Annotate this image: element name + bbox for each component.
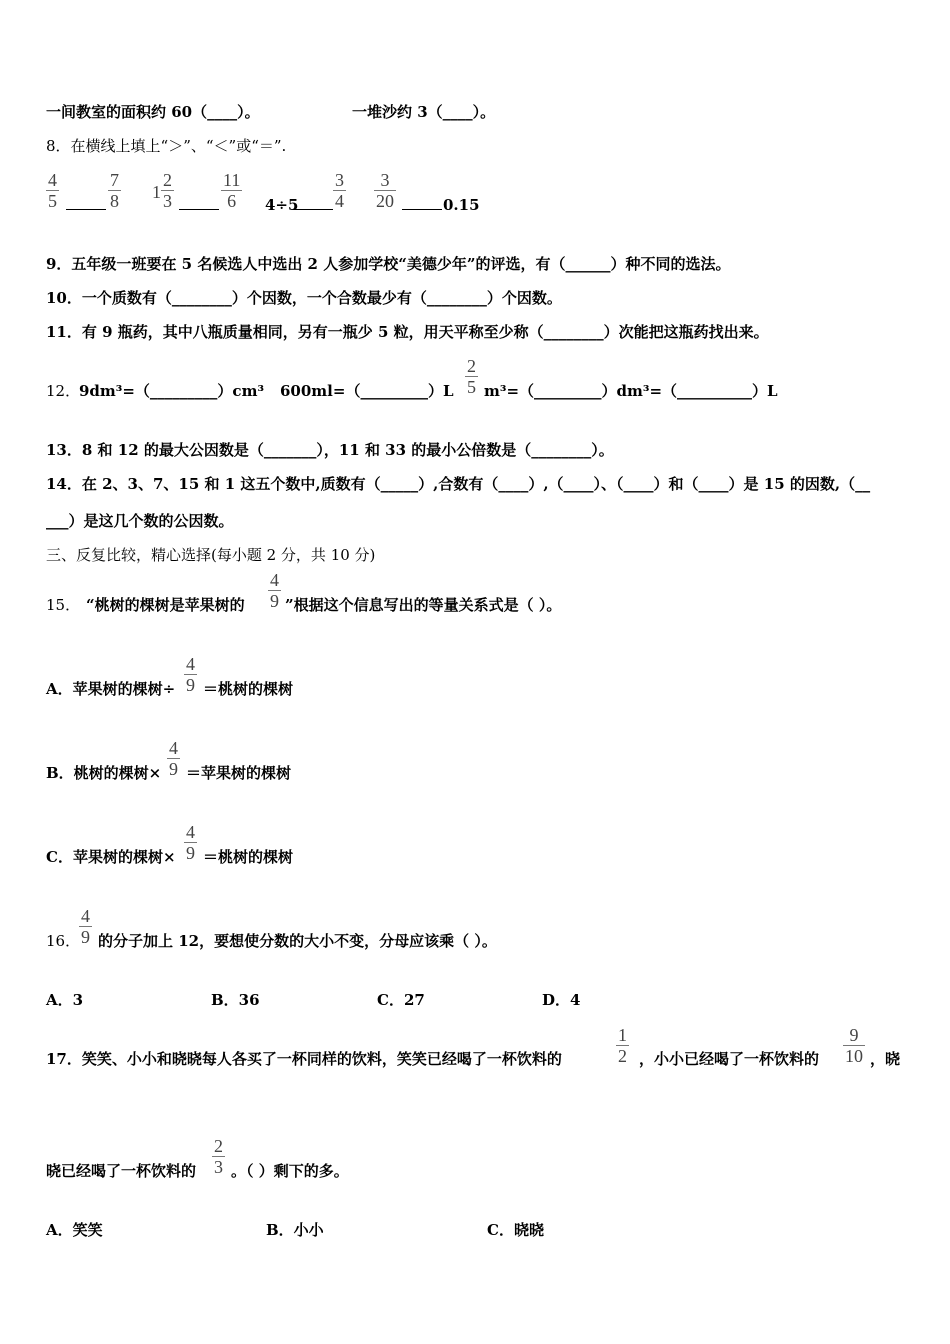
question-10: 10．一个质数有（________）个因数，一个合数最少有（________）个因数。 [46, 289, 562, 307]
fraction-2-3: $\frac{2}{3}$ [214, 1136, 223, 1177]
option-c-text: C．苹果树的棵树× [46, 848, 176, 866]
question-12-number: 12． [46, 382, 81, 400]
answer-blank[interactable] [179, 195, 219, 210]
fraction-4-9: $\frac{4}{9}$ [169, 738, 178, 779]
decimal-value: 0.15 [443, 196, 480, 214]
question-16-number: 16． [46, 932, 81, 950]
question-17-text-e: 。（ ）剩下的多。 [231, 1162, 349, 1180]
division-expression: 4÷5 [265, 196, 299, 214]
fraction-2-5: $\frac{2}{5}$ [467, 356, 476, 397]
option-c[interactable]: C．晓晓 [487, 1221, 544, 1239]
option-b-text: B．桃树的棵树× [46, 764, 162, 782]
fraction-4-9: $\frac{4}{9}$ [186, 822, 195, 863]
answer-blank[interactable] [402, 195, 442, 210]
question-12-ml-conversion: 600ml=（_________）L [280, 382, 454, 400]
question-17-text-b: ，小小已经喝了一杯饮料的 [639, 1050, 820, 1068]
fraction-4-9: $\frac{4}{9}$ [270, 570, 279, 611]
fraction-9-10: $\frac{9}{10}$ [845, 1025, 863, 1066]
question-16-text: 的分子加上 12，要想使分数的大小不变，分母应该乘（ ）。 [98, 932, 497, 950]
question-17-text-d: 晓已经喝了一杯饮料的 [46, 1162, 197, 1180]
fraction-1-2-3: $\frac{2}{3}$ [163, 170, 172, 211]
fraction-3-4: $\frac{3}{4}$ [335, 170, 344, 211]
section-3-heading: 三、反复比较，精心选择(每小题 2 分，共 10 分) [46, 546, 376, 564]
option-b[interactable]: B．36 [211, 991, 260, 1009]
question-14-line-1: 14．在 2、3、7、15 和 1 这五个数中,质数有（_____）,合数有（____）,（____）、（____）和（____）是 15 的因数,（__ [46, 475, 871, 493]
question-14-line-2: ___）是这几个数的公因数。 [46, 512, 234, 530]
question-17-text-c: ，晓 [870, 1050, 901, 1068]
question-12-cubic-conversion: m³=（_________）dm³=（__________）L [484, 382, 778, 400]
option-c[interactable]: C．27 [377, 991, 425, 1009]
question-9: 9．五年级一班要在 5 名候选人中选出 2 人参加学校“美德少年”的评选，有（______）种不同的选法。 [46, 255, 731, 273]
fraction-11-6: $\frac{11}{6}$ [223, 170, 241, 211]
option-a-text: A．苹果树的棵树÷ [46, 680, 176, 698]
option-a-text-end: ＝桃树的棵树 [203, 680, 294, 698]
question-12-volume-conversion: 9dm³=（_________）cm³ [79, 382, 265, 400]
fraction-3-20: $\frac{3}{20}$ [376, 170, 394, 211]
option-c[interactable] [46, 847, 176, 867]
question-15-text-b: ”根据这个信息写出的等量关系式是（ ）。 [285, 596, 562, 614]
answer-blank[interactable] [66, 195, 106, 210]
fraction-4-5: $\frac{4}{5}$ [48, 170, 57, 211]
question-15-number: 15． [46, 596, 81, 614]
question-8-title: 8．在横线上填上“＞”、“＜”或“＝”. [46, 137, 287, 155]
fill-blank-classroom-area: 一间教室的面积约 60（____）。 [46, 103, 260, 121]
fraction-1-2: $\frac{1}{2}$ [618, 1025, 627, 1066]
mixed-whole-part: 1 [152, 182, 161, 202]
option-d[interactable]: D．4 [542, 991, 581, 1009]
option-a[interactable]: A．3 [46, 991, 84, 1009]
question-17-text-a: 17．笑笑、小小和晓晓每人各买了一杯同样的饮料，笑笑已经喝了一杯饮料的 [46, 1050, 562, 1068]
answer-blank[interactable] [293, 195, 333, 210]
option-b[interactable] [46, 763, 161, 783]
fraction-4-9: $\frac{4}{9}$ [186, 654, 195, 695]
option-b-text-end: ＝苹果树的棵树 [186, 764, 292, 782]
option-b[interactable]: B．小小 [266, 1221, 324, 1239]
fill-blank-sand-weight: 一堆沙约 3（____）。 [352, 103, 496, 121]
question-15-text-a: “桃树的棵树是苹果树的 [86, 596, 245, 614]
question-11: 11．有 9 瓶药，其中八瓶质量相同，另有一瓶少 5 粒，用天平称至少称（________）次能把这瓶药找出来。 [46, 323, 769, 341]
option-a[interactable] [46, 679, 175, 699]
fraction-7-8: $\frac{7}{8}$ [110, 170, 119, 211]
fraction-4-9: $\frac{4}{9}$ [81, 906, 90, 947]
question-13: 13．8 和 12 的最大公因数是（_______），11 和 33 的最小公倍数是（________）。 [46, 441, 614, 459]
option-c-text-end: ＝桃树的棵树 [203, 848, 294, 866]
option-a[interactable]: A．笑笑 [46, 1221, 103, 1239]
